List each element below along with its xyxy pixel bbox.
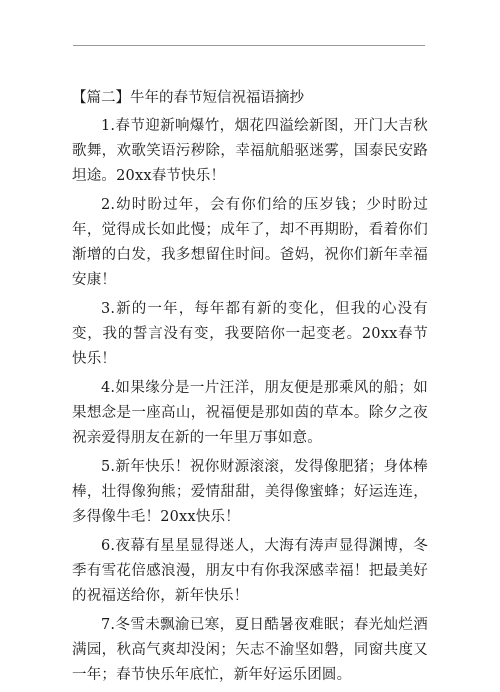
paragraph-5: 5.新年快乐！祝你财源滚滚，发得像肥猪；身体棒棒，壮得像狗熊；爱情甜甜，美得像蜜蜂；好运连连，多得像牛毛！20xx快乐！: [72, 459, 428, 525]
article-body: [72, 86, 428, 692]
paragraph-1: 1.春节迎新响爆竹，烟花四溢绘新图，开门大吉秋歌舞，欢歌笑语污秽除，幸福航船驱迷雾，国泰民安路坦途。20xx春节快乐！: [72, 118, 428, 184]
paragraph-7: 7.冬雪未飘渝已寒，夏日酷暑夜难眠；春光灿烂酒满园，秋高气爽却没闲；矢志不渝坚如磐，同窗共度又一年；春节快乐年底忙，新年好运乐团圆。: [72, 617, 428, 683]
paragraph-4: 4.如果缘分是一片汪洋，朋友便是那乘风的船；如果想念是一座高山，祝福便是那如茵的草本。除夕之夜祝亲爱得朋友在新的一年里万事如意。: [72, 380, 428, 446]
paragraph-2: 2.幼时盼过年，会有你们给的压岁钱；少时盼过年，觉得成长如此慢；成年了，却不再期盼，看着你们渐增的白发，我多想留住时间。爸妈，祝你们新年幸福安康！: [72, 197, 428, 288]
article-heading: 【篇二】牛年的春节短信祝福语摘抄: [72, 90, 304, 106]
paragraph-6: 6.夜幕有星星显得迷人，大海有涛声显得渊博，冬季有雪花倍感浪漫，朋友中有你我深感幸福！把最美好的祝福送给你，新年快乐！: [72, 538, 428, 604]
paragraph-3: 3.新的一年，每年都有新的变化，但我的心没有变，我的誓言没有变，我要陪你一起变老。20xx春节快乐！: [72, 301, 428, 367]
top-divider-line: [73, 45, 425, 46]
